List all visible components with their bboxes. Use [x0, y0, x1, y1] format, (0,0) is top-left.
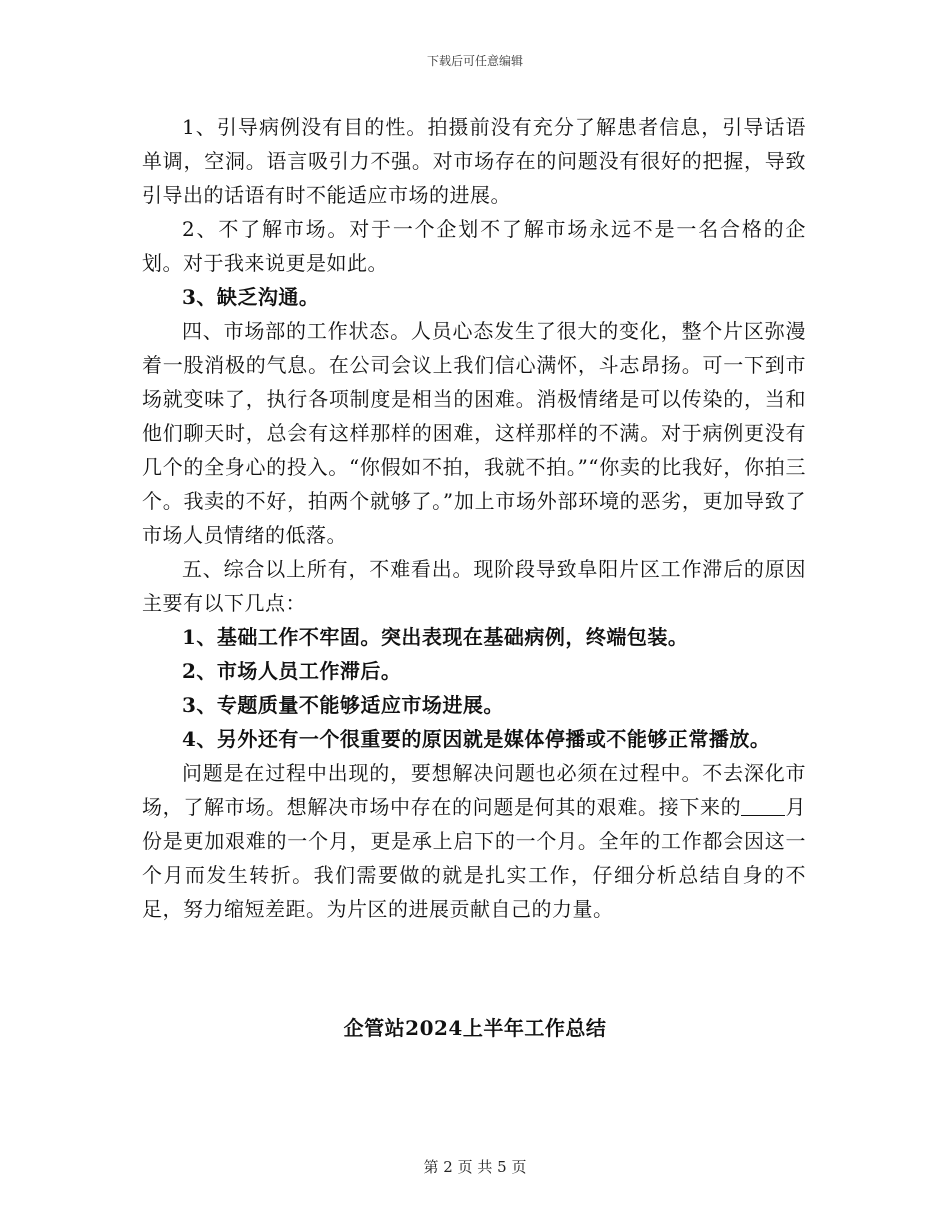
paragraph-5: 五、综合以上所有，不难看出。现阶段导致阜阳片区工作滞后的原因主要有以下几点：: [142, 557, 806, 615]
paragraph-9: 4、另外还有一个很重要的原因就是媒体停播或不能够正常播放。: [182, 727, 771, 751]
page-header: 下载后可任意编辑: [426, 54, 523, 68]
paragraph-10-part-2: 月份是更加艰难的一个月，更是承上启下的一个月。全年的工作都会因这一个月而发生转折。我们需要做的就是扎实工作，仔细分析总结自身的不足，努力缩短差距。为片区的进展贡献自己的力量。: [142, 795, 807, 921]
paragraph-4: 四、市场部的工作状态。人员心态发生了很大的变化，整个片区弥漫着一股消极的气息。在公司会议上我们信心满怀，斗志昂扬。可一下到市场就变味了，执行各项制度是相当的困难。消极情绪是可以传染的，当和他们聊天时，总会有这样那样的困难，这样那样的不满。对于病例更没有几个的全身心的投入。“你假如不拍，我就不拍。”“你卖的比我好，你拍三个。我卖的不好，拍两个就够了。”加上市场外部环境的恶劣，更加导致了市场人员情绪的低落。: [142, 319, 806, 547]
paragraph-1: 1、引导病例没有目的性。拍摄前没有充分了解患者信息，引导话语单调，空洞。语言吸引力不强。对市场存在的问题没有很好的把握，导致引导出的话语有时不能适应市场的进展。: [142, 115, 806, 207]
paragraph-8: 3、专题质量不能够适应市场进展。: [182, 693, 504, 717]
paragraph-10: [142, 756, 806, 926]
section-title: 企管站2024上半年工作总结: [343, 1016, 607, 1040]
paragraph-10-part-1: 问题是在过程中出现的，要想解决问题也必须在过程中。不去深化市场，了解市场。想解决市场中存在的问题是何其的艰难。接下来的: [142, 761, 806, 819]
paragraph-6: 1、基础工作不牢固。突出表现在基础病例，终端包装。: [182, 625, 689, 649]
paragraph-7: 2、市场人员工作滞后。: [182, 659, 402, 683]
page-footer: 第 2 页 共 5 页: [423, 1158, 527, 1176]
month-blank: [741, 795, 785, 816]
document-body: [142, 110, 806, 926]
paragraph-3: 3、缺乏沟通。: [182, 285, 320, 309]
paragraph-2: 2、不了解市场。对于一个企划不了解市场永远不是一名合格的企划。对于我来说更是如此。: [142, 217, 806, 275]
